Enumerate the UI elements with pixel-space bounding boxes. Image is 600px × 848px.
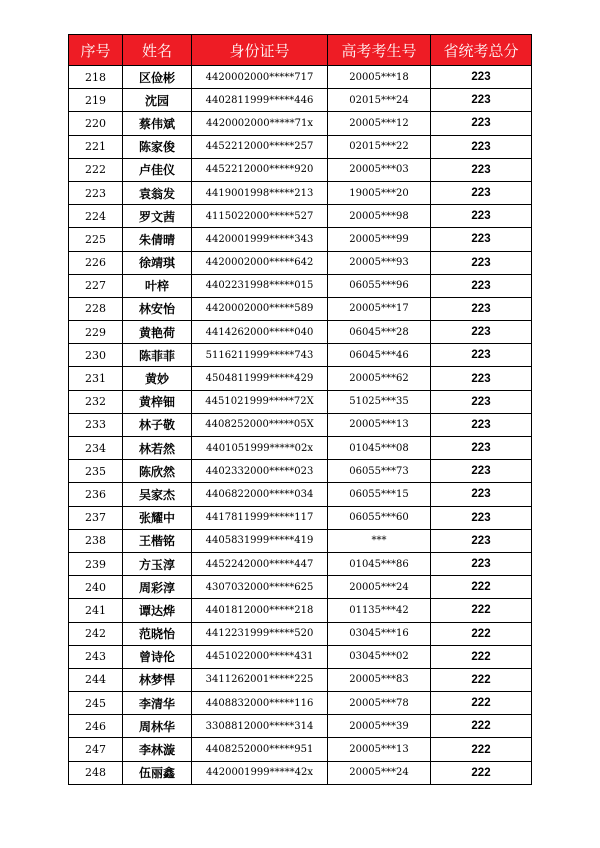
score-table <box>68 34 532 785</box>
table-row <box>69 576 532 599</box>
name-cell: 谭达烨 <box>123 599 192 622</box>
table-row <box>69 622 532 645</box>
id-number-cell: 4420001999*****343 <box>192 228 328 251</box>
seq-cell: 232 <box>69 390 123 413</box>
name-cell: 陈家俊 <box>123 135 192 158</box>
exam-number-cell: 20005***39 <box>328 715 431 738</box>
id-number-cell: 4452212000*****257 <box>192 135 328 158</box>
table-row <box>69 645 532 668</box>
name-cell: 黄梓钿 <box>123 390 192 413</box>
header-seq: 序号 <box>69 35 123 66</box>
id-number-cell: 4408252000*****951 <box>192 738 328 761</box>
score-cell: 223 <box>431 297 532 320</box>
score-cell: 223 <box>431 529 532 552</box>
table-row <box>69 668 532 691</box>
name-cell: 沈园 <box>123 89 192 112</box>
id-number-cell: 4412231999*****520 <box>192 622 328 645</box>
seq-cell: 230 <box>69 344 123 367</box>
name-cell: 王楷铭 <box>123 529 192 552</box>
seq-cell: 231 <box>69 367 123 390</box>
score-cell: 223 <box>431 483 532 506</box>
name-cell: 张耀中 <box>123 506 192 529</box>
name-cell: 叶梓 <box>123 274 192 297</box>
score-cell: 222 <box>431 576 532 599</box>
name-cell: 卢佳仪 <box>123 158 192 181</box>
table-row <box>69 390 532 413</box>
id-number-cell: 4414262000*****040 <box>192 321 328 344</box>
exam-number-cell: 20005***18 <box>328 66 431 89</box>
table-row <box>69 89 532 112</box>
exam-number-cell: 20005***83 <box>328 668 431 691</box>
header-exam-number: 高考考生号 <box>328 35 431 66</box>
id-number-cell: 4420002000*****71x <box>192 112 328 135</box>
score-cell: 223 <box>431 460 532 483</box>
exam-number-cell: 06045***46 <box>328 344 431 367</box>
name-cell: 范晓怡 <box>123 622 192 645</box>
table-row <box>69 297 532 320</box>
exam-number-cell: 01135***42 <box>328 599 431 622</box>
seq-cell: 229 <box>69 321 123 344</box>
header-row <box>69 35 532 66</box>
seq-cell: 243 <box>69 645 123 668</box>
score-cell: 223 <box>431 112 532 135</box>
table-row <box>69 274 532 297</box>
table-row <box>69 181 532 204</box>
id-number-cell: 4402332000*****023 <box>192 460 328 483</box>
score-cell: 223 <box>431 413 532 436</box>
score-cell: 223 <box>431 205 532 228</box>
exam-number-cell: 20005***24 <box>328 576 431 599</box>
table-row <box>69 692 532 715</box>
seq-cell: 226 <box>69 251 123 274</box>
score-cell: 223 <box>431 390 532 413</box>
name-cell: 伍丽鑫 <box>123 761 192 784</box>
table-row <box>69 321 532 344</box>
table-row <box>69 66 532 89</box>
score-cell: 223 <box>431 552 532 575</box>
exam-number-cell: 20005***24 <box>328 761 431 784</box>
score-cell: 223 <box>431 158 532 181</box>
name-cell: 林若然 <box>123 437 192 460</box>
name-cell: 黄妙 <box>123 367 192 390</box>
exam-number-cell: 20005***99 <box>328 228 431 251</box>
exam-number-cell: 20005***78 <box>328 692 431 715</box>
exam-number-cell: 03045***02 <box>328 645 431 668</box>
seq-cell: 245 <box>69 692 123 715</box>
table-row <box>69 251 532 274</box>
score-cell: 223 <box>431 344 532 367</box>
seq-cell: 246 <box>69 715 123 738</box>
exam-number-cell: 06055***73 <box>328 460 431 483</box>
name-cell: 袁翁发 <box>123 181 192 204</box>
id-number-cell: 3411262001*****225 <box>192 668 328 691</box>
name-cell: 区俭彬 <box>123 66 192 89</box>
seq-cell: 248 <box>69 761 123 784</box>
table-row <box>69 344 532 367</box>
name-cell: 黄艳荷 <box>123 321 192 344</box>
seq-cell: 218 <box>69 66 123 89</box>
id-number-cell: 4420002000*****589 <box>192 297 328 320</box>
seq-cell: 219 <box>69 89 123 112</box>
exam-number-cell: 20005***17 <box>328 297 431 320</box>
table-row <box>69 506 532 529</box>
id-number-cell: 4419001998*****213 <box>192 181 328 204</box>
id-number-cell: 4452212000*****920 <box>192 158 328 181</box>
exam-number-cell: *** <box>328 529 431 552</box>
name-cell: 李清华 <box>123 692 192 715</box>
table-row <box>69 367 532 390</box>
seq-cell: 239 <box>69 552 123 575</box>
table-row <box>69 135 532 158</box>
exam-number-cell: 51025***35 <box>328 390 431 413</box>
seq-cell: 244 <box>69 668 123 691</box>
name-cell: 吴家杰 <box>123 483 192 506</box>
id-number-cell: 4408832000*****116 <box>192 692 328 715</box>
id-number-cell: 4420002000*****642 <box>192 251 328 274</box>
id-number-cell: 4420001999*****42x <box>192 761 328 784</box>
score-cell: 223 <box>431 321 532 344</box>
table-row <box>69 158 532 181</box>
table-row <box>69 761 532 784</box>
id-number-cell: 4402231998*****015 <box>192 274 328 297</box>
exam-number-cell: 20005***13 <box>328 738 431 761</box>
name-cell: 周林华 <box>123 715 192 738</box>
seq-cell: 238 <box>69 529 123 552</box>
score-cell: 223 <box>431 251 532 274</box>
table-row <box>69 529 532 552</box>
id-number-cell: 4451022000*****431 <box>192 645 328 668</box>
table-row <box>69 715 532 738</box>
seq-cell: 222 <box>69 158 123 181</box>
id-number-cell: 4307032000*****625 <box>192 576 328 599</box>
exam-number-cell: 20005***12 <box>328 112 431 135</box>
name-cell: 曾诗伦 <box>123 645 192 668</box>
name-cell: 徐靖琪 <box>123 251 192 274</box>
seq-cell: 235 <box>69 460 123 483</box>
exam-number-cell: 19005***20 <box>328 181 431 204</box>
seq-cell: 221 <box>69 135 123 158</box>
id-number-cell: 4451021999*****72X <box>192 390 328 413</box>
name-cell: 周彩淳 <box>123 576 192 599</box>
score-cell: 223 <box>431 274 532 297</box>
seq-cell: 241 <box>69 599 123 622</box>
name-cell: 陈菲菲 <box>123 344 192 367</box>
id-number-cell: 4504811999*****429 <box>192 367 328 390</box>
id-number-cell: 4417811999*****117 <box>192 506 328 529</box>
table-row <box>69 228 532 251</box>
id-number-cell: 4401051999*****02x <box>192 437 328 460</box>
table-row <box>69 413 532 436</box>
table-row <box>69 460 532 483</box>
score-cell: 222 <box>431 738 532 761</box>
id-number-cell: 3308812000*****314 <box>192 715 328 738</box>
seq-cell: 220 <box>69 112 123 135</box>
id-number-cell: 4405831999*****419 <box>192 529 328 552</box>
exam-number-cell: 20005***93 <box>328 251 431 274</box>
score-cell: 222 <box>431 668 532 691</box>
table-body <box>69 66 532 785</box>
exam-number-cell: 06055***60 <box>328 506 431 529</box>
score-cell: 222 <box>431 761 532 784</box>
id-number-cell: 4402811999*****446 <box>192 89 328 112</box>
table-row <box>69 552 532 575</box>
score-cell: 222 <box>431 645 532 668</box>
score-cell: 223 <box>431 66 532 89</box>
name-cell: 陈欣然 <box>123 460 192 483</box>
score-cell: 223 <box>431 135 532 158</box>
seq-cell: 228 <box>69 297 123 320</box>
score-cell: 222 <box>431 599 532 622</box>
seq-cell: 247 <box>69 738 123 761</box>
seq-cell: 240 <box>69 576 123 599</box>
id-number-cell: 4115022000*****527 <box>192 205 328 228</box>
name-cell: 朱倩晴 <box>123 228 192 251</box>
table-row <box>69 738 532 761</box>
exam-number-cell: 02015***22 <box>328 135 431 158</box>
name-cell: 蔡伟斌 <box>123 112 192 135</box>
name-cell: 罗文茜 <box>123 205 192 228</box>
score-cell: 223 <box>431 437 532 460</box>
header-total-score: 省统考总分 <box>431 35 532 66</box>
name-cell: 方玉淳 <box>123 552 192 575</box>
seq-cell: 237 <box>69 506 123 529</box>
id-number-cell: 4452242000*****447 <box>192 552 328 575</box>
score-cell: 222 <box>431 715 532 738</box>
id-number-cell: 4420002000*****717 <box>192 66 328 89</box>
seq-cell: 236 <box>69 483 123 506</box>
id-number-cell: 5116211999*****743 <box>192 344 328 367</box>
header-name: 姓名 <box>123 35 192 66</box>
seq-cell: 234 <box>69 437 123 460</box>
exam-number-cell: 03045***16 <box>328 622 431 645</box>
score-cell: 222 <box>431 622 532 645</box>
name-cell: 李林漩 <box>123 738 192 761</box>
table-row <box>69 437 532 460</box>
exam-number-cell: 20005***98 <box>328 205 431 228</box>
exam-number-cell: 01045***08 <box>328 437 431 460</box>
name-cell: 林安怡 <box>123 297 192 320</box>
name-cell: 林子敬 <box>123 413 192 436</box>
exam-number-cell: 06045***28 <box>328 321 431 344</box>
name-cell: 林梦悍 <box>123 668 192 691</box>
score-cell: 223 <box>431 89 532 112</box>
score-cell: 223 <box>431 181 532 204</box>
id-number-cell: 4408252000*****05X <box>192 413 328 436</box>
exam-number-cell: 20005***62 <box>328 367 431 390</box>
exam-number-cell: 06055***96 <box>328 274 431 297</box>
seq-cell: 224 <box>69 205 123 228</box>
id-number-cell: 4401812000*****218 <box>192 599 328 622</box>
table-row <box>69 483 532 506</box>
score-cell: 222 <box>431 692 532 715</box>
table-row <box>69 205 532 228</box>
exam-number-cell: 02015***24 <box>328 89 431 112</box>
seq-cell: 233 <box>69 413 123 436</box>
exam-number-cell: 01045***86 <box>328 552 431 575</box>
score-cell: 223 <box>431 506 532 529</box>
header-id-number: 身份证号 <box>192 35 328 66</box>
seq-cell: 227 <box>69 274 123 297</box>
exam-number-cell: 20005***03 <box>328 158 431 181</box>
score-cell: 223 <box>431 228 532 251</box>
seq-cell: 225 <box>69 228 123 251</box>
seq-cell: 223 <box>69 181 123 204</box>
score-cell: 223 <box>431 367 532 390</box>
exam-number-cell: 06055***15 <box>328 483 431 506</box>
exam-number-cell: 20005***13 <box>328 413 431 436</box>
table-row <box>69 599 532 622</box>
id-number-cell: 4406822000*****034 <box>192 483 328 506</box>
table-row <box>69 112 532 135</box>
seq-cell: 242 <box>69 622 123 645</box>
